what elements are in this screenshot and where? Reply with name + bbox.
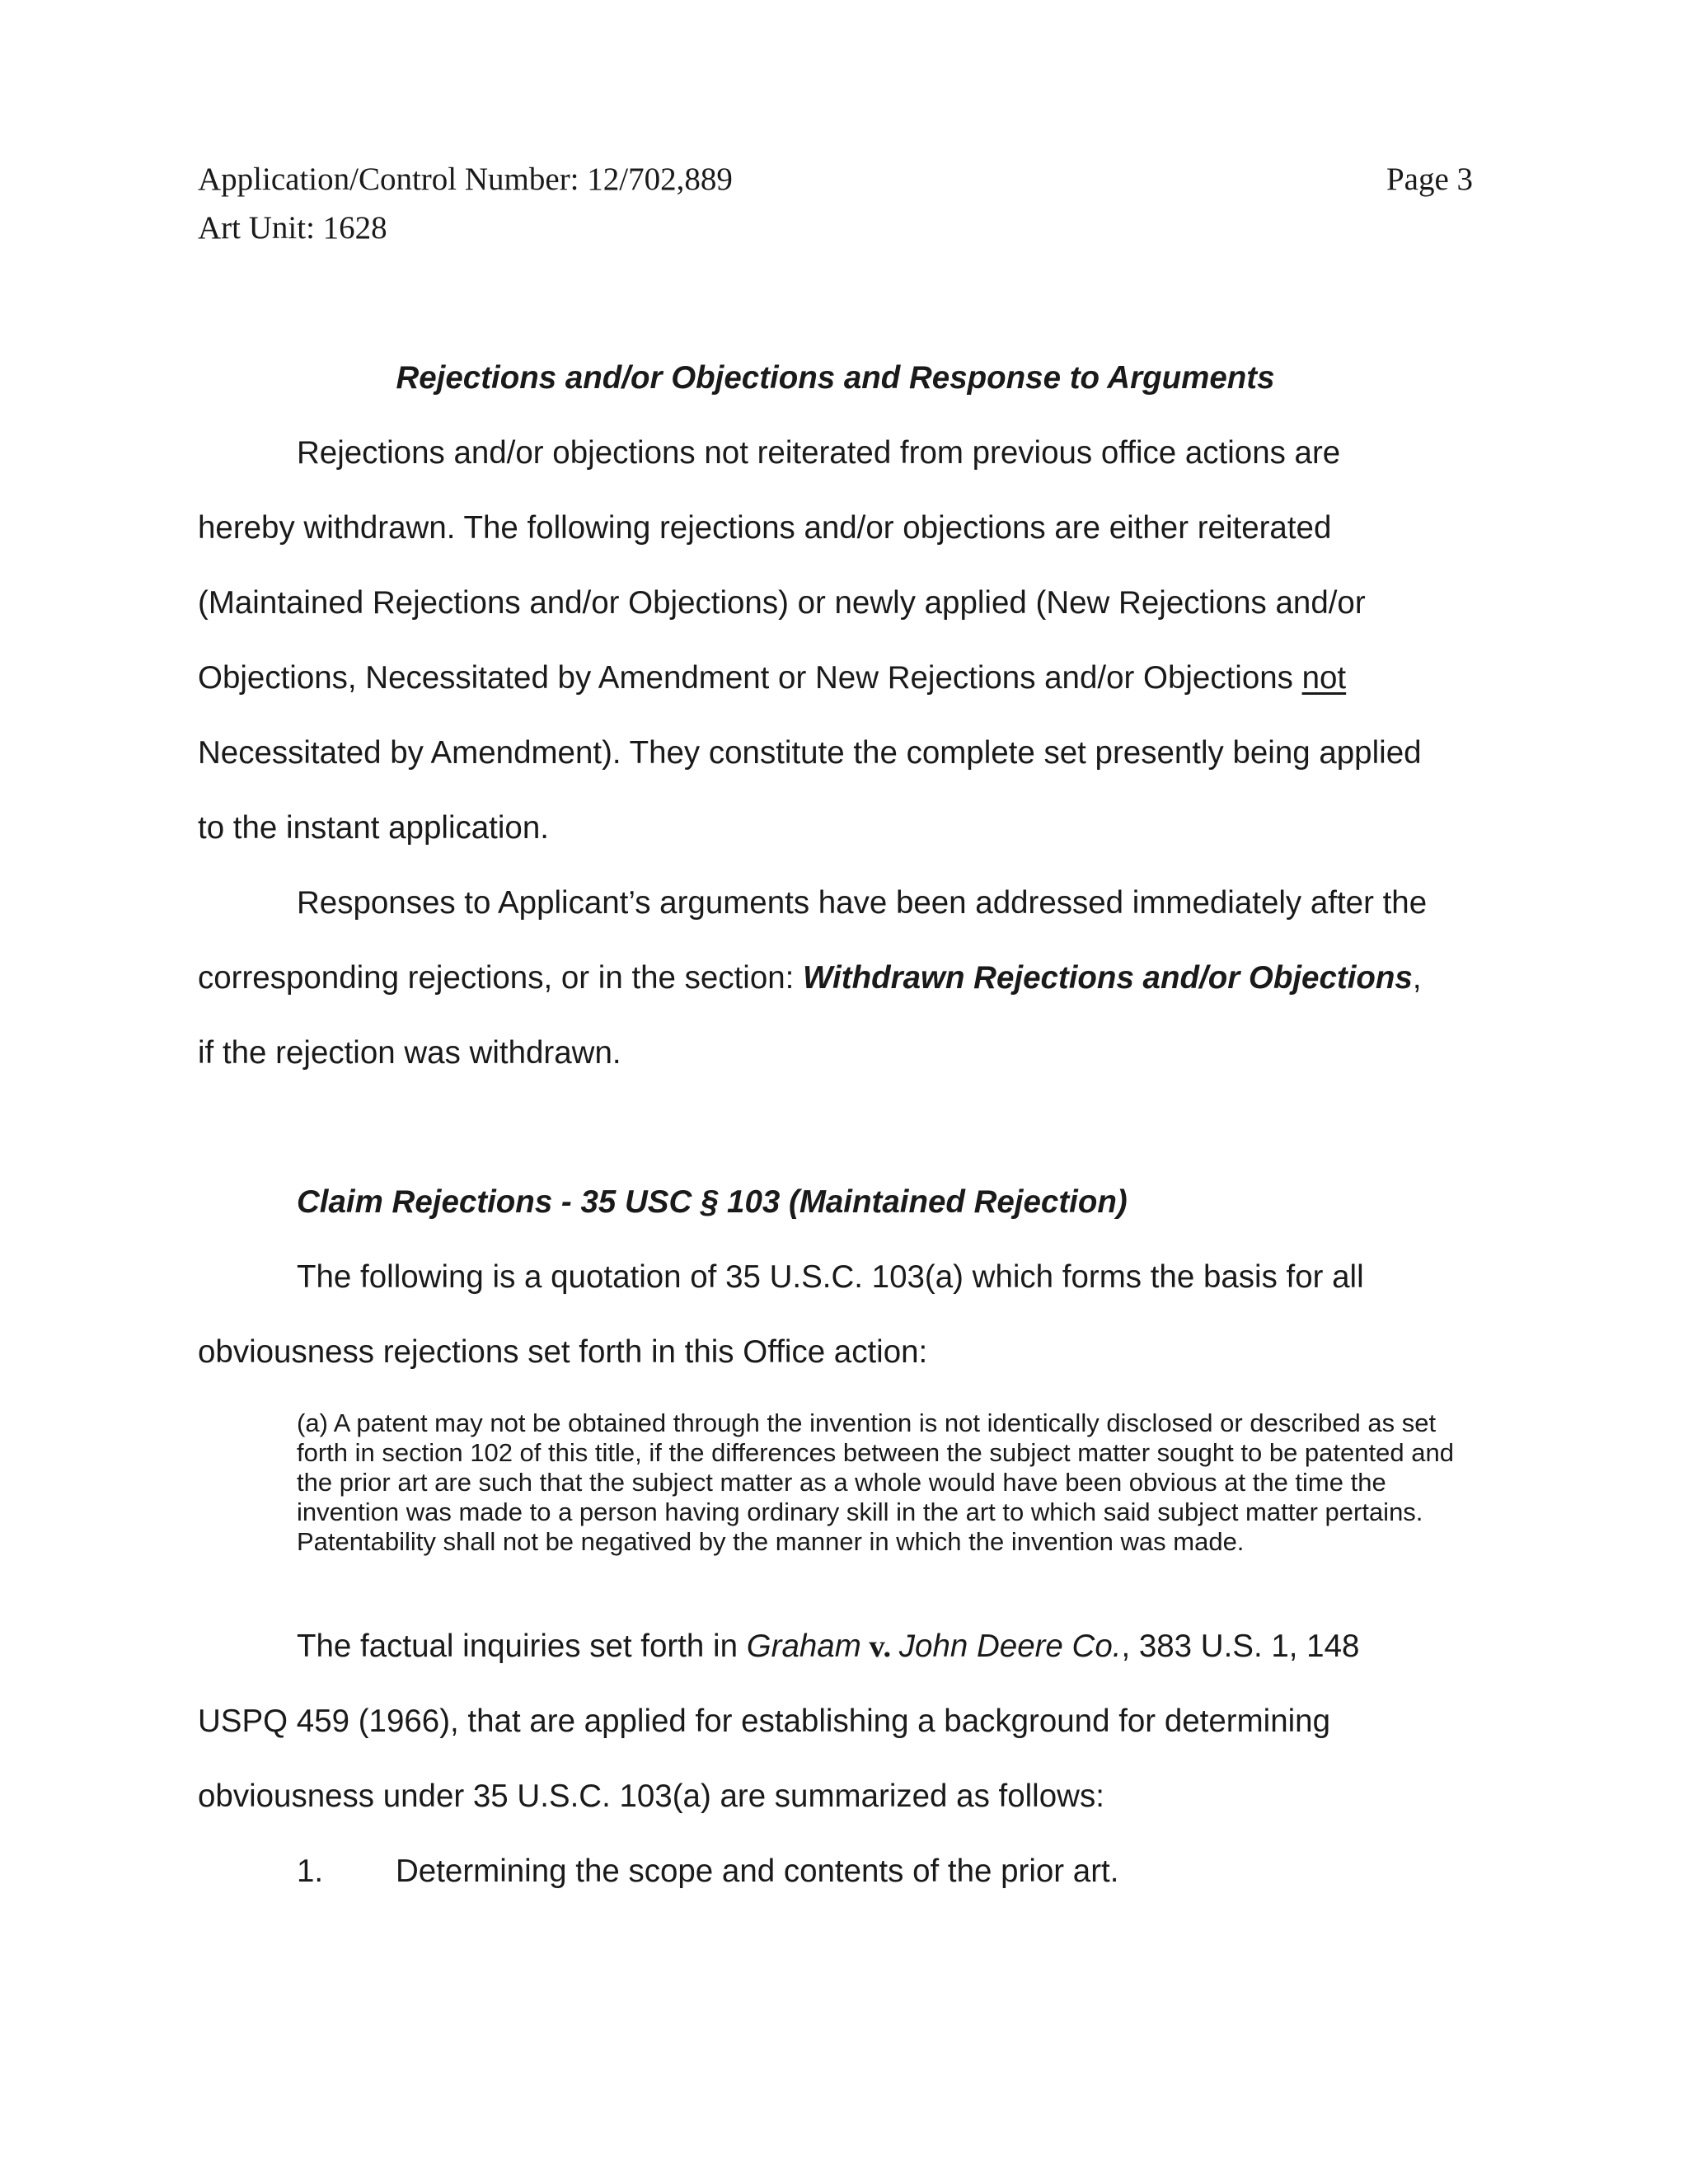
paragraph-line: USPQ 459 (1966), that are applied for establishing a background for determining	[198, 1704, 1330, 1739]
page-number: Page 3	[1386, 162, 1473, 197]
paragraph-line	[198, 960, 1422, 996]
paragraph-line: The following is a quotation of 35 U.S.C. 103(a) which forms the basis for all	[297, 1259, 1364, 1295]
case-name-graham: Graham	[746, 1629, 861, 1664]
paragraph-text: corresponding rejections, or in the section:	[198, 960, 804, 996]
paragraph-line: obviousness under 35 U.S.C. 103(a) are summarized as follows:	[198, 1779, 1104, 1814]
paragraph-line: hereby withdrawn. The following rejections and/or objections are either reiterated	[198, 510, 1332, 546]
paragraph-line	[297, 1631, 1359, 1663]
paragraph-line: Necessitated by Amendment). They constitute the complete set presently being applied	[198, 735, 1422, 771]
case-name-deere: John Deere Co.	[898, 1629, 1122, 1664]
application-number: Application/Control Number: 12/702,889	[198, 162, 733, 197]
paragraph-line: (Maintained Rejections and/or Objections) or newly applied (New Rejections and/or	[198, 585, 1366, 621]
paragraph-line: to the instant application.	[198, 810, 549, 846]
statute-quote-line: forth in section 102 of this title, if the differences between the subject matter sought to be patented and	[297, 1438, 1454, 1467]
paragraph-text: ,	[1412, 960, 1422, 996]
statute-quote-line: invention was made to a person having ordinary skill in the art to which said subject matter pertains.	[297, 1497, 1423, 1526]
statute-quote-line: Patentability shall not be negatived by the manner in which the invention was made.	[297, 1527, 1245, 1556]
statute-quote-line: (a) A patent may not be obtained through the invention is not identically disclosed or described as set	[297, 1408, 1437, 1437]
paragraph-line: obviousness rejections set forth in this Office action:	[198, 1334, 928, 1370]
list-item	[297, 1856, 1118, 1888]
paragraph-line: Rejections and/or objections not reiterated from previous office actions are	[297, 435, 1341, 471]
paragraph-text: Objections, Necessitated by Amendment or New Rejections and/or Objections	[198, 660, 1302, 696]
withdrawn-section-reference: Withdrawn Rejections and/or Objections	[803, 960, 1413, 996]
paragraph-line: Responses to Applicant’s arguments have been addressed immediately after the	[297, 885, 1428, 921]
section-heading-claim-rejections: Claim Rejections - 35 USC § 103 (Maintained Rejection)	[297, 1184, 1128, 1220]
underlined-not: not	[1301, 660, 1347, 696]
list-item-number: 1.	[297, 1854, 324, 1889]
paragraph-text: , 383 U.S. 1, 148	[1121, 1629, 1360, 1664]
case-versus: v.	[860, 1629, 899, 1664]
list-item-text: Determining the scope and contents of the prior art.	[396, 1854, 1119, 1889]
section-heading-rejections: Rejections and/or Objections and Response to Arguments	[396, 360, 1275, 396]
art-unit: Art Unit: 1628	[198, 210, 387, 246]
paragraph-line: if the rejection was withdrawn.	[198, 1035, 621, 1071]
statute-quote-line: the prior art are such that the subject matter as a whole would have been obvious at the time the	[297, 1468, 1386, 1497]
paragraph-text: The factual inquiries set forth in	[297, 1629, 747, 1664]
paragraph-line	[198, 660, 1347, 696]
